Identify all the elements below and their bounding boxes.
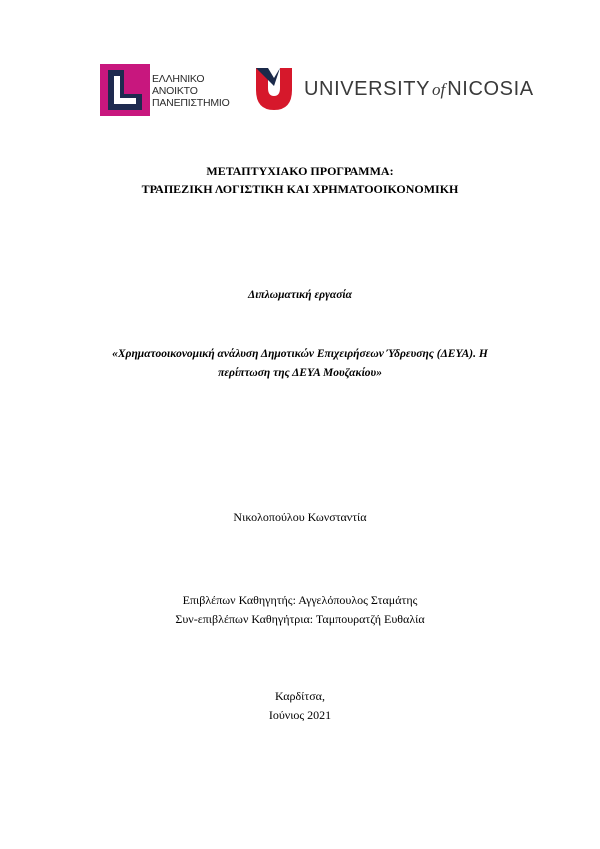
unic-shield-icon: [254, 66, 294, 112]
place-date: [0, 687, 600, 725]
university-of-nicosia-logo: [254, 66, 534, 114]
unic-wordmark: UNIVERSITY of NICOSIA: [304, 78, 534, 100]
eap-wordmark: ΕΛΛΗΝΙΚΟ ΑΝΟΙΚΤΟ ΠΑΝΕΠΙΣΤΗΜΙΟ: [152, 73, 230, 109]
eap-emblem-icon: [100, 64, 150, 116]
program-heading: ΜΕΤΑΠΤΥΧΙΑΚΟ ΠΡΟΓΡΑΜΜΑ: ΤΡΑΠΕΖΙΚΗ ΛΟΓΙΣΤΙΚΗ ΚΑΙ ΧΡΗΜΑΤΟΟΙΚΟΝΟΜΙΚΗ: [141, 164, 459, 196]
co-supervisor: Συν-επιβλέπων Καθηγήτρια: Ταμπουρατζή Ευθαλία: [175, 612, 425, 626]
supervisors: [0, 591, 600, 629]
thesis-title: «Χρηματοοικονομική ανάλυση Δημοτικών Επιχειρήσεων Ύδρευσης (ΔΕΥΑ). Η περίπτωση της ΔΕΥΑ Μουζακίου»: [112, 348, 488, 379]
author-name: Νικολοπούλου Κωνσταντία: [233, 510, 367, 524]
supervisor: Επιβλέπων Καθηγητής: Αγγελόπουλος Σταμάτης: [182, 593, 418, 607]
hellenic-open-university-logo: [100, 64, 240, 116]
thesis-type: Διπλωματική εργασία: [248, 289, 352, 301]
date: Ιούνιος 2021: [268, 708, 332, 722]
place: Καρδίτσα,: [275, 689, 325, 703]
